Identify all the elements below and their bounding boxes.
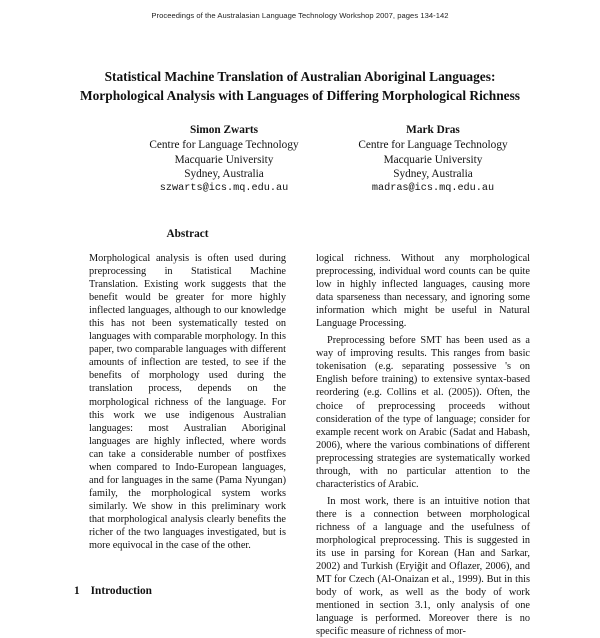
author-block-2 xyxy=(313,123,553,197)
author-location: Sydney, Australia xyxy=(393,168,473,181)
abstract-column xyxy=(89,252,286,552)
author-name: Simon Zwarts xyxy=(189,124,259,136)
author-university: Macquarie University xyxy=(383,153,483,166)
author-affiliation: Centre for Language Technology xyxy=(149,138,299,151)
author-location: Sydney, Australia xyxy=(184,168,264,181)
author-email: madras@ics.mq.edu.au xyxy=(371,183,495,195)
author-block-1 xyxy=(104,123,344,197)
abstract-text: Morphological analysis is often used during preprocessing in Statistical Machine Translation. Existing work suggests that the benefit would be greater for more highly inflected languages, although to our knowledge this has not been systematically tested on languages with comparable morphology. In this paper, two comparable languages with different amounts of inflection are tested, to see if the benefits of morphology used during the translation process, depends on the morphological richness of the language. For this work we use indigenous Australian languages: most Australian Aboriginal languages are highly inflected, where words can take a considerable number of postfixes when compared to Indo-European languages, and for languages in the same (Pama Nyungan) family, the morphological system works similarly. We show in this preliminary work that morphological analysis clearly benefits the richer of the two languages investigated, but is more equivocal in the case of the other. xyxy=(89,253,286,552)
section-title: Introduction xyxy=(90,585,152,597)
body-paragraph: Preprocessing before SMT has been used as a way of improving results. This ranges from basic tokenisation (e.g. separating possessive 's on English before training) to extensive syntax-based reordering (e.g. Collins et al. (2005)). Often, the choice of preprocessing proceeds without consideration of the type of language; consider for example recent work on Arabic (Sadat and Habash, 2006), where the various combinations of different preprocessing strategies are systematically worked through, with no particular attention to the characteristics of Arabic. xyxy=(316,335,530,490)
paper-title xyxy=(0,67,600,105)
section-number: 1 xyxy=(74,585,80,597)
running-header: Proceedings of the Australasian Language Technology Workshop 2007, pages 134-142 xyxy=(151,11,449,20)
author-university: Macquarie University xyxy=(174,153,274,166)
author-affiliation: Centre for Language Technology xyxy=(358,138,508,151)
body-column-right xyxy=(316,252,530,638)
body-paragraph: logical richness. Without any morphological preprocessing, individual word counts can be quite low in highly inflected languages, causing more data sparseness than necessary, and ignoring some information which might be useful in Natural Language Processing. xyxy=(316,253,530,330)
title-line-2: Morphological Analysis with Languages of Differing Morphological Richness xyxy=(79,88,521,103)
title-line-1: Statistical Machine Translation of Australian Aboriginal Languages: xyxy=(104,69,496,84)
body-paragraph: In most work, there is an intuitive notion that there is a connection between morphological richness of a language and the usefulness of morphological preprocessing. This is suggested in its use in parsing for Korean (Han and Sarkar, 2002) and Turkish (Eryiğit and Oflazer, 2006), and MT for Czech (Al-Onaizan et al., 1999). But in this body of work, as well as the body of work mentioned in section 3.1, only analysis of one language is performed. Moreover there is no specific measure of richness of mor- xyxy=(316,495,530,638)
abstract-heading: Abstract xyxy=(166,228,209,240)
author-email: szwarts@ics.mq.edu.au xyxy=(159,183,289,195)
author-name: Mark Dras xyxy=(406,124,460,136)
section-heading xyxy=(74,585,152,597)
